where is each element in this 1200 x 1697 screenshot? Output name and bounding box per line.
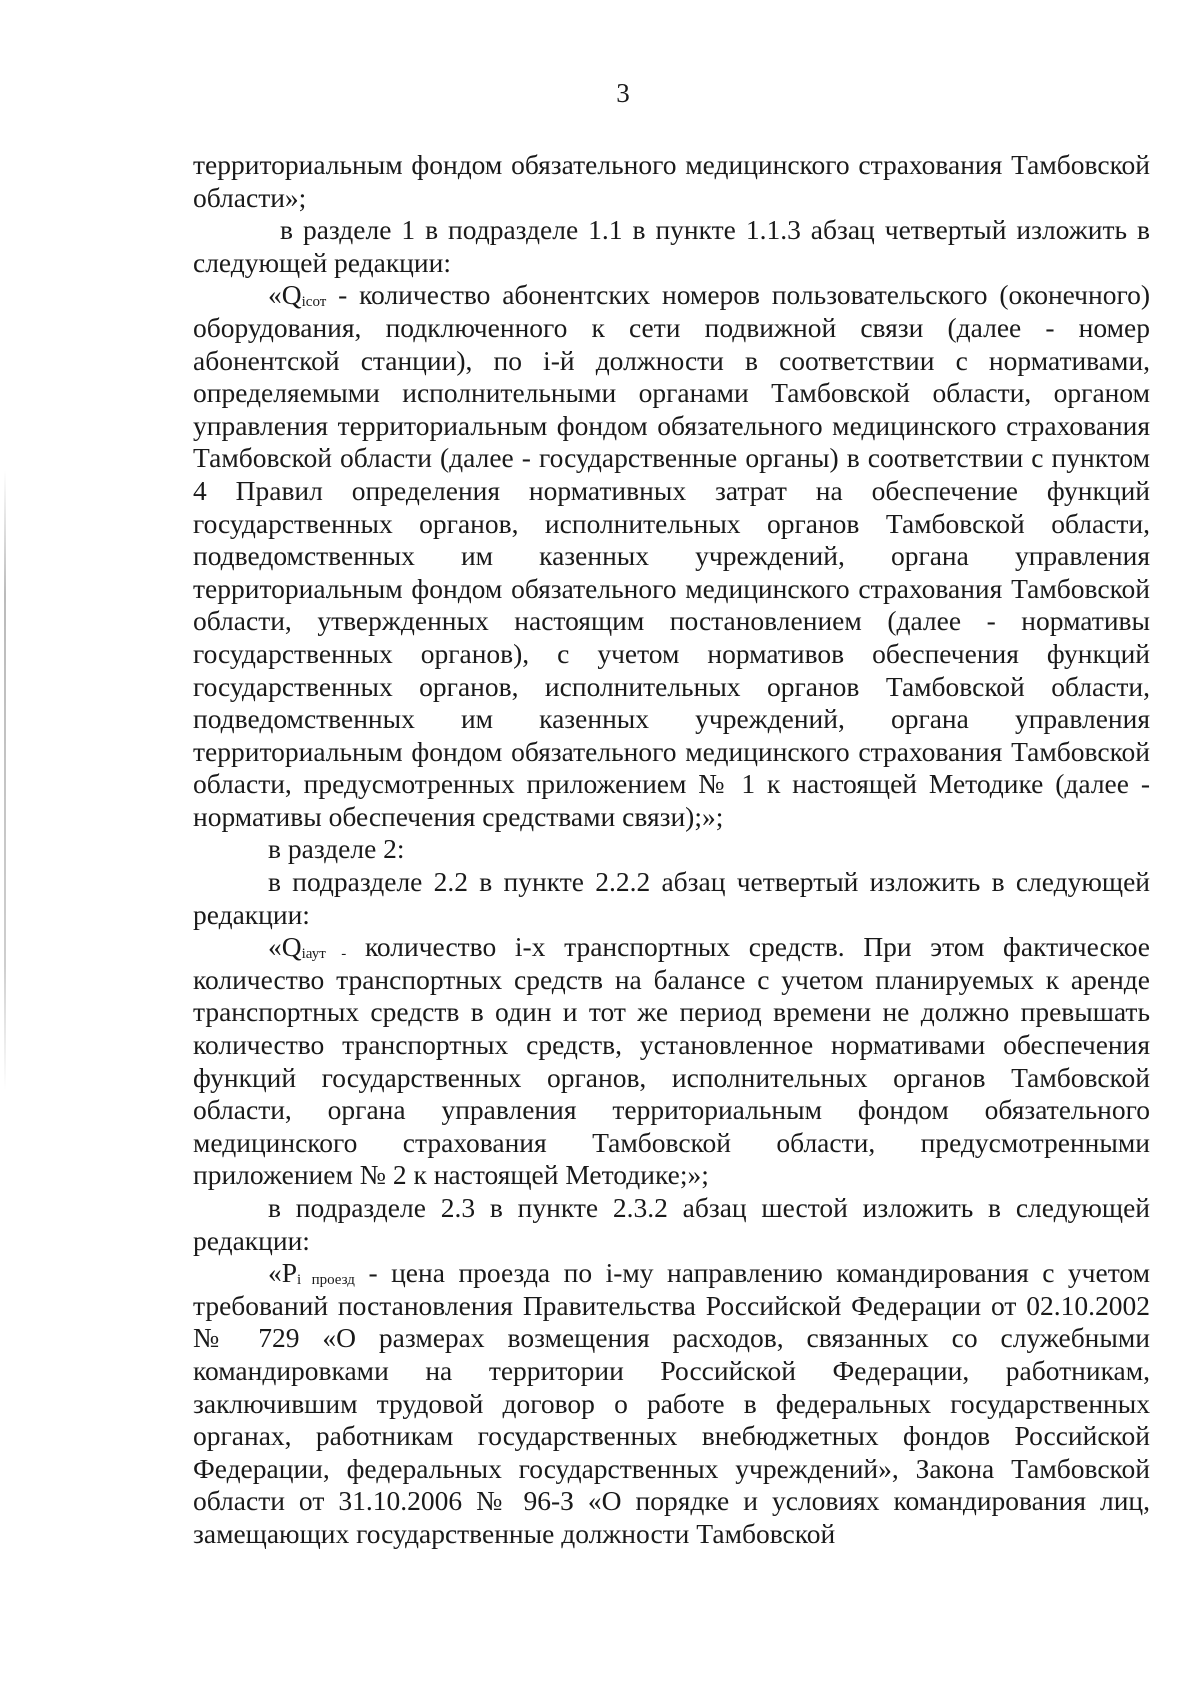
paragraph-text: - цена проезда по i-му направлению командирования с учетом требований постановления Правительства Российской Федерации от 02.10.2002 № 729 «О размерах возмещения расходов, связанных со служебными командировками на территории Российской Федерации, работникам, заключившим трудовой договор о работе в федеральных государственных органах, работникам государственных внебюджетных фондов Российской Федерации, федеральных государственных учреждений», Закона Тамбовской области от 31.10.2006 № 96-З «О порядке и условиях командирования лиц, замещающих государственные должности Тамбовской xyxy=(193,1257,1150,1549)
paragraph-text: в разделе 2: xyxy=(268,833,405,865)
formula-symbol: «P xyxy=(268,1257,298,1289)
scan-edge-shadow xyxy=(4,470,6,1090)
paragraph-7 xyxy=(193,1192,1150,1257)
formula-symbol: «Q xyxy=(268,931,302,963)
paragraph-6-definition-qiaut xyxy=(193,931,1150,1192)
paragraph-text: количество i-х транспортных средств. При этом фактическое количество транспортных средств на балансе с учетом планируемых к аренде транспортных средств в один и тот же период времени не должно превышать количество транспортных средств, установленное нормативами обеспечения функций государственных органов, исполнительных органов Тамбовской области, органа управления территориальным фондом обязательного медицинского страхования Тамбовской области, предусмотренными приложением № 2 к настоящей Методике;»; xyxy=(193,931,1150,1191)
paragraph-1 xyxy=(193,149,1150,214)
paragraph-2 xyxy=(193,214,1150,279)
paragraph-text: в подразделе 2.3 в пункте 2.3.2 абзац шестой изложить в следующей редакции: xyxy=(193,1192,1150,1256)
paragraph-8-definition-pi-proezd xyxy=(193,1257,1150,1550)
paragraph-text: в разделе 1 в подразделе 1.1 в пункте 1.1.3 абзац четвертый изложить в следующей редакции: xyxy=(193,214,1150,278)
formula-subscript: iаут - xyxy=(301,946,347,963)
formula-subscript: i проезд xyxy=(297,1272,355,1289)
paragraph-text: в подразделе 2.2 в пункте 2.2.2 абзац четвертый изложить в следующей редакции: xyxy=(193,866,1150,930)
paragraph-4 xyxy=(193,833,1150,866)
page-number: 3 xyxy=(616,78,630,108)
paragraph-3-definition-qicot xyxy=(193,279,1150,833)
document-body xyxy=(193,149,1150,1551)
formula-subscript: icот xyxy=(301,294,327,311)
formula-symbol: «Q xyxy=(268,279,302,311)
paragraph-5 xyxy=(193,866,1150,931)
paragraph-text: территориальным фондом обязательного медицинского страхования Тамбовской области»; xyxy=(193,149,1150,213)
paragraph-text: - количество абонентских номеров пользовательского (оконечного) оборудования, подключенного к сети подвижной связи (далее - номер абонентской станции), по i-й должности в соответствии с нормативами, определяемыми исполнительными органами Тамбовской области, органом управления территориальным фондом обязательного медицинского страхования Тамбовской области (далее - государственные органы) в соответствии с пунктом 4 Правил определения нормативных затрат на обеспечение функций государственных органов, исполнительных органов Тамбовской области, подведомственных им казенных учреждений, органа управления территориальным фондом обязательного медицинского страхования Тамбовской области, утвержденных настоящим постановлением (далее - нормативы государственных органов), с учетом нормативов обеспечения функций государственных органов, исполнительных органов Тамбовской области, подведомственных им казенных учреждений, органа управления территориальным фондом обязательного медицинского страхования Тамбовской области, предусмотренных приложением № 1 к настоящей Методике (далее - нормативы обеспечения средствами связи);»; xyxy=(193,279,1150,832)
